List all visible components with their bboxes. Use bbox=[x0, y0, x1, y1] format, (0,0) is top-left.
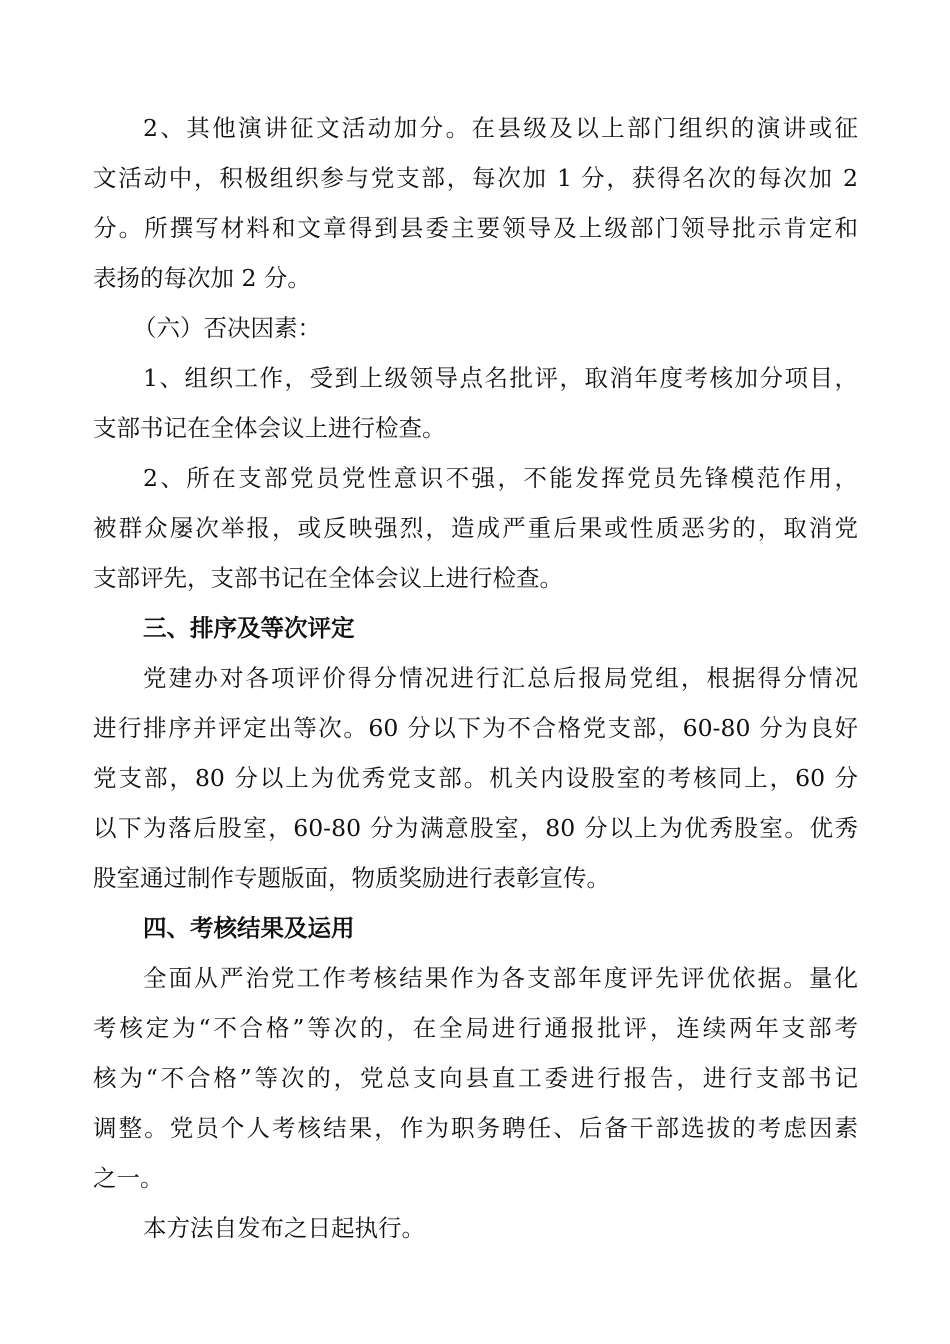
paragraph-line: 之一。 bbox=[93, 1164, 164, 1192]
paragraph-line: 2、其他演讲征文活动加分。在县级及以上部门组织的演讲或征 bbox=[143, 114, 858, 142]
paragraph-line: 股室通过制作专题版面，物质奖励进行表彰宣传。 bbox=[93, 864, 610, 892]
paragraph-line: 表扬的每次加 2 分。 bbox=[93, 264, 311, 292]
paragraph-line: 支部评先，支部书记在全体会议上进行检查。 bbox=[93, 564, 563, 592]
section-heading: 四、考核结果及运用 bbox=[143, 914, 355, 942]
paragraph-line: 分。所撰写材料和文章得到县委主要领导及上级部门领导批示肯定和 bbox=[93, 214, 858, 242]
paragraph-line: 本方法自发布之日起执行。 bbox=[143, 1214, 425, 1242]
paragraph-line: 2、所在支部党员党性意识不强，不能发挥党员先锋模范作用， bbox=[143, 464, 858, 492]
paragraph-line: 党建办对各项评价得分情况进行汇总后报局党组，根据得分情况 bbox=[143, 664, 858, 692]
paragraph-line: 党支部，80 分以上为优秀党支部。机关内设股室的考核同上，60 分 bbox=[93, 764, 858, 792]
paragraph-line: 以下为落后股室，60-80 分为满意股室，80 分以上为优秀股室。优秀 bbox=[93, 814, 858, 842]
paragraph-line: 进行排序并评定出等次。60 分以下为不合格党支部，60-80 分为良好 bbox=[93, 714, 858, 742]
paragraph-line: 调整。党员个人考核结果，作为职务聘任、后备干部选拔的考虑因素 bbox=[93, 1114, 858, 1142]
paragraph-line: 文活动中，积极组织参与党支部，每次加 1 分，获得名次的每次加 2 bbox=[93, 164, 858, 192]
paragraph-line: 全面从严治党工作考核结果作为各支部年度评先评优依据。量化 bbox=[143, 964, 858, 992]
paragraph-line: 核为“不合格”等次的，党总支向县直工委进行报告，进行支部书记 bbox=[93, 1064, 858, 1092]
paragraph-line: 被群众屡次举报，或反映强烈，造成严重后果或性质恶劣的，取消党 bbox=[93, 514, 858, 542]
paragraph-line: 1、组织工作，受到上级领导点名批评，取消年度考核加分项目， bbox=[143, 364, 858, 392]
paragraph-line: 考核定为“不合格”等次的，在全局进行通报批评，连续两年支部考 bbox=[93, 1014, 858, 1042]
paragraph-line: 支部书记在全体会议上进行检查。 bbox=[93, 414, 446, 442]
section-subheading: （六）否决因素： bbox=[133, 314, 321, 342]
section-heading: 三、排序及等次评定 bbox=[143, 614, 355, 642]
